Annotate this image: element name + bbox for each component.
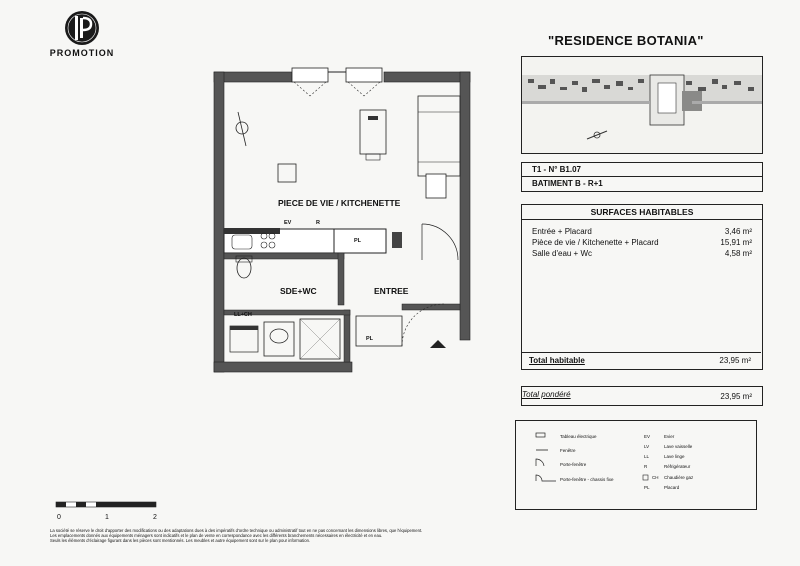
plan-legend <box>515 420 757 510</box>
room-bathroom-label: SDE+WC <box>280 286 317 296</box>
legend-item: Evier <box>664 434 675 439</box>
surface-label: Entrée + Placard <box>532 227 592 236</box>
scale-tick: 0 <box>57 514 61 521</box>
lot-number: T1 - N° B1.07 <box>532 165 581 174</box>
surfaces-table <box>521 204 763 370</box>
legend-code: PL <box>644 485 650 490</box>
legend-item: Réfrigérateur <box>664 464 691 469</box>
surface-row <box>532 238 752 247</box>
surface-row <box>532 227 752 236</box>
residence-title: "RESIDENCE BOTANIA" <box>548 33 704 48</box>
scale-bar <box>52 500 162 521</box>
disclaimer-line: Les emplacements donnés aux équipements ménagers sont indicatifs et le plan de vente en correspondance avec les différents branchements nécessaires en électricité et en eau. <box>50 533 383 538</box>
legend-item: Tableau électrique <box>560 434 597 439</box>
legend-code: CH <box>652 475 659 480</box>
scale-tick: 2 <box>153 514 157 521</box>
legend-item: Placard <box>664 485 680 490</box>
legend-item: Chaudière gaz <box>664 475 694 480</box>
scale-tick: 1 <box>105 514 109 521</box>
total-value: 23,95 m² <box>719 356 751 365</box>
label-pl-kitchen: PL <box>354 238 362 244</box>
surface-label: Salle d'eau + Wc <box>532 249 593 258</box>
disclaimer-line: Seuls les éléments d'éclairage figurant dans les pièces sont mentionnés. Les meubles et autre équipement sont sur le plan pour information. <box>50 538 311 543</box>
brand-name: PROMOTION <box>49 48 115 58</box>
surface-label: Pièce de vie / Kitchenette + Placard <box>532 238 659 247</box>
surface-row <box>532 249 752 258</box>
surface-value: 4,58 m² <box>724 249 752 258</box>
disclaimer-line: La société se réserve le droit d'apporter des modifications ou des adaptations dues à des impératifs d'ordre technique ou administratif tout en ne pas concernant les dimensions libres, que l'équipement. <box>50 528 423 533</box>
legend-code: EV <box>644 434 651 439</box>
total-pondere-row <box>521 386 763 406</box>
legend-item: Porte-fenêtre <box>560 462 587 467</box>
legend-code: LL <box>644 454 650 459</box>
total-habitable-row <box>521 352 761 369</box>
legend-item: Lave linge <box>664 454 685 459</box>
total-label: Total habitable <box>529 356 585 365</box>
legend-code: R <box>644 464 648 469</box>
label-ev: EV <box>284 220 292 226</box>
surface-value: 15,91 m² <box>720 238 752 247</box>
site-plan-thumbnail <box>521 56 763 154</box>
room-entrance-label: ENTREE <box>374 286 409 296</box>
lot-building: BATIMENT B - R+1 <box>522 176 762 190</box>
surfaces-header: SURFACES HABITABLES <box>522 205 762 220</box>
legend-item: Lave vaisselle <box>664 444 693 449</box>
label-ll-ch: LL+CH <box>234 312 252 318</box>
room-living-label: PIECE DE VIE / KITCHENETTE <box>278 198 401 208</box>
pond-label: Total pondéré <box>522 390 571 399</box>
label-pl-entry: PL <box>366 336 374 342</box>
lot-info <box>521 162 763 192</box>
legend-item: Fenêtre <box>560 448 576 453</box>
pond-value: 23,95 m² <box>720 392 752 401</box>
legend-item: Porte-fenêtre - chassis fixe <box>560 477 614 482</box>
label-r: R <box>316 220 320 226</box>
floor-plan <box>206 64 476 374</box>
legend-code: LV <box>644 444 650 449</box>
disclaimer <box>50 528 480 543</box>
surface-value: 3,46 m² <box>724 227 752 236</box>
